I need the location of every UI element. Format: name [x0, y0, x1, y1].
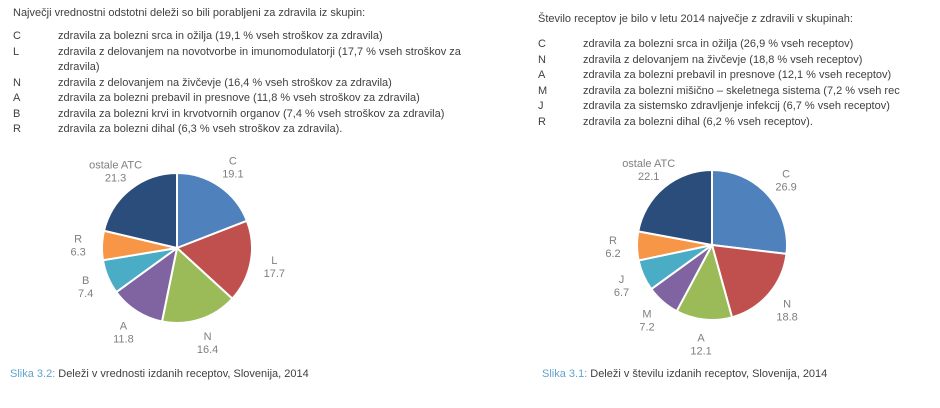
atc-item-L [13, 45, 461, 76]
atc-description: zdravila z delovanjem na živčevje (16,4 % vseh stroškov za zdravila) [58, 76, 392, 89]
atc-item-N [13, 76, 461, 92]
pie-label-value-M: 7.2 [639, 321, 655, 334]
pie-label-value-J: 6.7 [613, 287, 630, 300]
pie-label-value-L: 17.7 [263, 268, 286, 281]
pie-label-value-ostale-ATC: 22.1 [637, 170, 660, 183]
atc-code: R [13, 123, 21, 135]
pie-label-category-N: N [203, 331, 212, 344]
value-shares-pie [17, 136, 337, 360]
atc-item-A [538, 68, 900, 84]
pie-label-category-R: R [609, 235, 617, 248]
atc-item-M [538, 84, 900, 100]
atc-description: zdravila za bolezni dihal (6,3 % vseh stroškov za zdravila). [58, 123, 343, 135]
value-shares-intro-text: Največji vrednostni odstotni deleži so bili porabljeni za zdravila iz skupin: [13, 7, 366, 19]
pie-label-category-ostale-ATC: ostale ATC [89, 159, 143, 172]
atc-item-N [538, 53, 900, 69]
prescription-count-intro-text: Število receptov je bilo v letu 2014 največje z zdravili v skupinah: [538, 13, 853, 25]
pie-label-category-N: N [783, 298, 792, 311]
pie-label-category-C: C [228, 155, 237, 168]
atc-code: L [13, 45, 20, 58]
value-shares-figure-caption [10, 368, 309, 380]
value-shares-pie-chart [17, 136, 337, 360]
atc-description: zdravila za bolezni srca in ožilja (26,9 % vseh receptov) [583, 38, 854, 50]
pie-label-category-M: M [642, 308, 652, 321]
value-shares-atc-list [13, 29, 461, 138]
atc-description: zdravila za bolezni krvi in krvotvornih organov (7,4 % vseh stroškov za zdravila) [58, 107, 445, 120]
atc-code: A [538, 69, 546, 81]
pie-label-value-R: 6.3 [70, 246, 86, 259]
atc-description: zdravila za bolezni srca in ožilja (19,1 % vseh stroškov za zdravila) [58, 30, 383, 42]
atc-item-B [13, 107, 461, 123]
atc-description: zdravila za sistemsko zdravljenje infekcij (6,7 % vseh receptov) [583, 100, 890, 112]
figure-title: Deleži v številu izdanih receptov, Slovenija, 2014 [590, 368, 828, 380]
pie-label-value-A: 12.1 [690, 345, 712, 357]
pie-label-category-ostale-ATC: ostale ATC [622, 157, 676, 170]
atc-code: N [13, 76, 21, 89]
pie-label-category-A: A [119, 320, 128, 333]
atc-description: zdravila z delovanjem na živčevje (18,8 % vseh receptov) [583, 53, 863, 66]
pie-label-value-ostale-ATC: 21.3 [104, 172, 127, 185]
atc-item-A [13, 91, 461, 107]
pie-label-category-B: B [82, 275, 90, 288]
pie-label-value-C: 19.1 [222, 168, 244, 181]
figure-label: Slika 3.2: [10, 368, 56, 380]
atc-code: A [13, 92, 21, 104]
pie-label-value-C: 26.9 [775, 181, 797, 194]
atc-code: C [538, 38, 546, 50]
pie-label-category-J: J [618, 274, 625, 287]
atc-code: M [538, 84, 548, 97]
pie-label-category-R: R [74, 233, 83, 246]
atc-description: zdravila z delovanjem na novotvorbe in imunomodulatorji (17,7 % vseh stroškov za zdravila) [58, 45, 461, 73]
pie-label-category-C: C [782, 168, 791, 181]
pie-label-value-A: 11.8 [113, 333, 134, 346]
atc-description: zdravila za bolezni prebavil in presnove (12,1 % vseh receptov) [583, 69, 892, 81]
prescription-count-atc-list [538, 37, 900, 130]
pie-label-value-N: 16.4 [196, 344, 219, 357]
figure-title: Deleži v vrednosti izdanih receptov, Slovenija, 2014 [58, 368, 309, 380]
atc-description: zdravila za bolezni dihal (6,2 % vseh receptov). [583, 115, 813, 128]
atc-code: R [538, 115, 546, 128]
atc-item-C [13, 29, 461, 45]
pie-label-value-N: 18.8 [776, 311, 798, 324]
atc-item-C [538, 37, 900, 53]
atc-description: zdravila za bolezni mišično – skeletnega sistema (7,2 % vseh rec [583, 84, 900, 97]
pie-label-value-B: 7.4 [78, 288, 94, 301]
figure-label: Slika 3.1: [542, 368, 588, 380]
atc-code: C [13, 30, 21, 42]
pie-label-category-L: L [271, 255, 278, 268]
atc-description: zdravila za bolezni prebavil in presnove (11,8 % vseh stroškov za zdravila) [58, 92, 420, 104]
atc-code: B [13, 107, 21, 120]
prescription-count-figure-caption [542, 368, 827, 380]
prescription-shares-pie [552, 133, 872, 357]
atc-code: J [538, 100, 544, 112]
atc-item-J [538, 99, 900, 115]
pie-label-value-R: 6.2 [605, 248, 621, 261]
atc-code: N [538, 53, 546, 66]
prescription-shares-pie-chart [552, 133, 872, 357]
pie-label-category-A: A [697, 332, 705, 345]
atc-item-R [538, 115, 900, 131]
